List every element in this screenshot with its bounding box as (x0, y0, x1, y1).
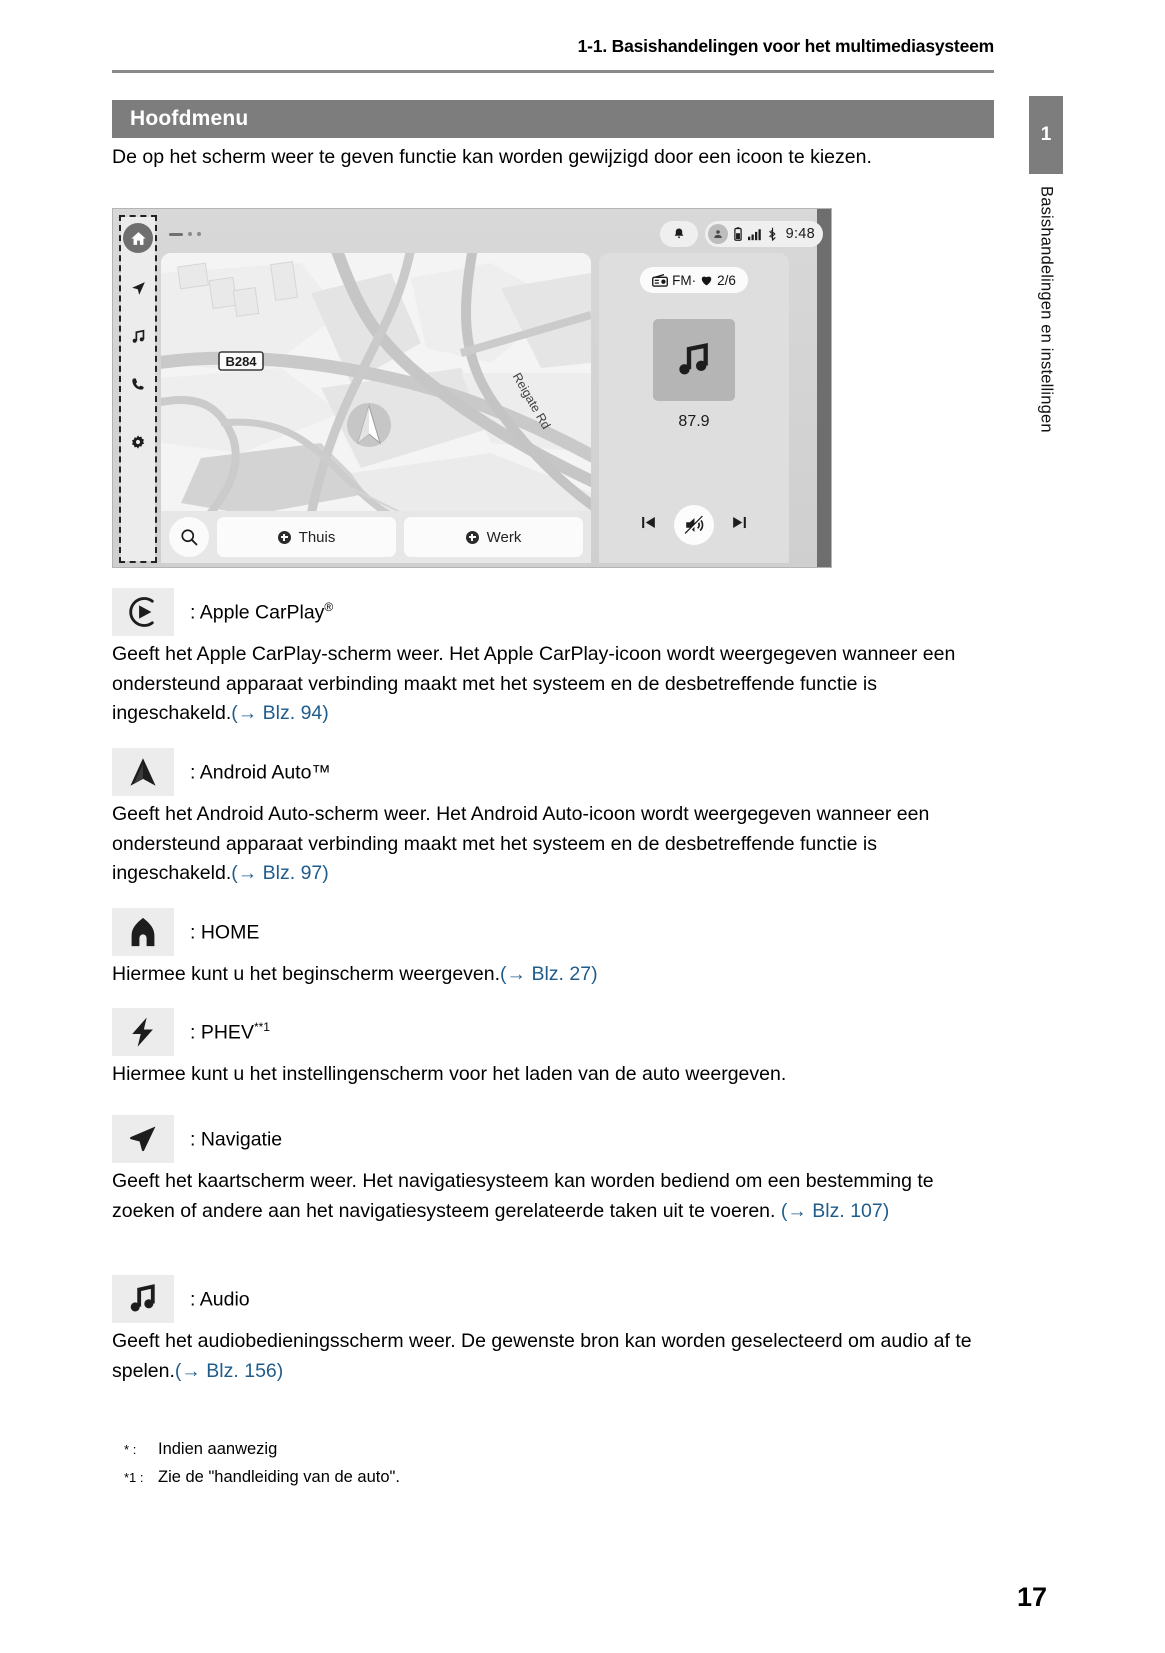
screen-bezel-right (817, 209, 831, 567)
media-source-label: FM· (672, 272, 697, 288)
entry-superscript: **1 (253, 1019, 270, 1034)
audio-icon-box (112, 1275, 174, 1323)
entry-description (112, 1327, 992, 1386)
entry-description-text: Geeft het Apple CarPlay-scherm weer. Het Apple CarPlay-icoon wordt weergegeven wanneer een ondersteund apparaat verbinding maakt met het systeem en de desbetreffende functie is ingeschakeld. (112, 643, 956, 724)
entry-label: HOME (200, 921, 260, 944)
entry-phev (112, 1008, 992, 1090)
battery-icon (733, 227, 743, 241)
skip-previous-icon (639, 513, 658, 532)
map-panel[interactable] (161, 253, 591, 563)
map-action-bar (161, 511, 591, 563)
bluetooth-icon (767, 227, 778, 241)
footnote-marker (124, 1442, 158, 1457)
entry-android-auto (112, 748, 992, 889)
entry-description-text: Geeft het Android Auto-scherm weer. Het Android Auto-icoon wordt weergegeven wanneer een ondersteund apparaat verbinding maakt met het systeem en de desbetreffende functie is ingeschakeld. (112, 803, 930, 884)
running-head: 1-1. Basishandelingen voor het multimediasysteem (577, 36, 994, 56)
entry-header (112, 588, 992, 636)
android-auto-icon (125, 754, 161, 790)
apple-carplay-icon (125, 594, 161, 630)
entry-description (112, 640, 992, 729)
entry-description-text: Geeft het kaartscherm weer. Het navigatiesysteem kan worden bediend om een bestemming te zoeken of andere aan het navigatiesysteem gerelateerde taken uit te voeren. (112, 1170, 934, 1222)
entry-title (190, 1020, 270, 1045)
status-clock: 9:48 (785, 226, 815, 242)
chapter-tab-label (1029, 186, 1063, 546)
entry-title (190, 1287, 250, 1312)
header-divider (112, 70, 994, 73)
entry-description-text: Hiermee kunt u het instellingenscherm voor het laden van de auto weergeven. (112, 1063, 787, 1085)
entry-colon: : (190, 761, 196, 784)
heart-icon (700, 274, 713, 286)
footnote-marker-text: * (124, 1442, 130, 1457)
footnotes-block (124, 1440, 924, 1496)
destination-work-button[interactable] (404, 517, 583, 557)
phev-icon-box (112, 1008, 174, 1056)
section-title: Hoofdmenu (130, 107, 249, 130)
footnote-separator: : (139, 1470, 144, 1485)
avatar (708, 224, 728, 244)
home-icon (125, 914, 161, 950)
skip-next-icon (730, 513, 749, 532)
destination-work-label: Werk (486, 528, 522, 546)
entry-description-text: Hiermee kunt u het beginscherm weergeven. (112, 963, 501, 985)
entry-superscript: ® (324, 599, 334, 614)
entry-navigatie (112, 1115, 992, 1226)
search-icon (179, 527, 199, 547)
cellular-signal-icon (748, 228, 762, 241)
section-intro-paragraph: De op het scherm weer te geven functie kan worden gewijzigd door een icoon te kiezen. (112, 146, 872, 168)
entry-title (190, 920, 259, 945)
destination-home-label: Thuis (298, 528, 336, 546)
screen-status-bar (161, 217, 823, 251)
svg-text:B284: B284 (225, 354, 257, 369)
music-note-icon (126, 1282, 160, 1316)
entry-description (112, 1060, 992, 1090)
entry-description (112, 960, 992, 990)
entry-label: Apple CarPlay (199, 601, 325, 624)
entry-header (112, 908, 992, 956)
music-note-icon (674, 340, 714, 380)
footnote-separator: : (132, 1442, 137, 1457)
bell-icon (672, 227, 686, 241)
android-auto-icon-box (112, 748, 174, 796)
road-shield (219, 352, 263, 370)
radio-icon (652, 274, 668, 287)
entry-colon: : (190, 921, 196, 944)
footnote-text: Indien aanwezig (158, 1440, 278, 1458)
multimedia-screen-illustration (112, 208, 832, 568)
apple-carplay-icon-box (112, 588, 174, 636)
footnote-marker-text: *1 (124, 1470, 137, 1485)
entry-audio (112, 1275, 992, 1386)
system-status-pill[interactable] (705, 221, 823, 247)
user-avatar-icon (712, 228, 724, 240)
dot-indicator-1 (188, 232, 192, 236)
plus-icon (278, 531, 291, 544)
mute-icon (683, 514, 705, 536)
dot-indicator-2 (197, 232, 201, 236)
notification-button[interactable] (660, 221, 698, 247)
chapter-tab-number (1029, 96, 1063, 174)
entry-label: PHEV (200, 1021, 254, 1044)
navigation-arrow-icon (126, 1122, 160, 1156)
entry-colon: : (190, 601, 196, 624)
entry-description (112, 1167, 992, 1226)
home-icon-box (112, 908, 174, 956)
entry-colon: : (190, 1128, 196, 1151)
map-canvas (161, 253, 591, 515)
map-search-button[interactable] (169, 517, 209, 557)
entry-label: Navigatie (200, 1128, 283, 1151)
mute-button[interactable] (674, 505, 714, 545)
entry-home (112, 908, 992, 990)
footnote-marker (124, 1470, 158, 1485)
footnote-text: Zie de "handleiding van de auto". (158, 1468, 400, 1486)
page-reference-link[interactable]: (→ Blz. 97) (231, 862, 329, 884)
radio-frequency: 87.9 (678, 413, 710, 430)
destination-home-button[interactable] (217, 517, 396, 557)
entry-label: Audio (199, 1288, 250, 1311)
album-artwork (653, 319, 735, 401)
entry-title (190, 1127, 282, 1152)
entry-header (112, 1275, 992, 1323)
entry-title (190, 760, 331, 785)
svg-text:Reigate Rd: Reigate Rd (509, 370, 554, 432)
footnote-row (124, 1468, 924, 1487)
footnote-row (124, 1440, 924, 1459)
section-heading-bar (112, 100, 994, 138)
entry-apple-carplay (112, 588, 992, 729)
entry-colon: : (190, 1021, 196, 1044)
entry-header (112, 1115, 992, 1163)
page-reference-link[interactable]: (→ Blz. 27) (500, 963, 598, 985)
previous-track-button[interactable] (639, 513, 658, 537)
media-panel[interactable] (599, 253, 789, 563)
media-source-pill[interactable] (640, 267, 748, 293)
entry-description-text: Geeft het audiobedieningsscherm weer. De gewenste bron kan worden geselecteerd om audio af te spelen. (112, 1330, 972, 1382)
entry-header (112, 1008, 992, 1056)
chapter-number: 1 (1040, 124, 1052, 145)
entry-header (112, 748, 992, 796)
page-reference-link[interactable]: (→ Blz. 156) (174, 1359, 284, 1382)
lightning-bolt-icon (126, 1015, 160, 1049)
entry-description (112, 800, 992, 889)
plus-icon (466, 531, 479, 544)
navigation-icon-box (112, 1115, 174, 1163)
entry-title (190, 600, 333, 625)
status-left-indicators (169, 232, 201, 236)
page-number: 17 (1016, 1582, 1047, 1612)
dash-indicator (169, 233, 183, 236)
next-track-button[interactable] (730, 513, 749, 537)
status-right-cluster (660, 221, 823, 247)
callout-dashed-box (119, 215, 157, 563)
page-reference-link[interactable]: (→ Blz. 94) (231, 702, 329, 724)
media-transport-controls (639, 505, 749, 545)
chapter-label-text: Basishandelingen en instellingen (1037, 186, 1056, 433)
page-reference-link[interactable]: (→ Blz. 107) (780, 1199, 890, 1222)
entry-label: Android Auto™ (199, 761, 331, 784)
entry-colon: : (190, 1288, 196, 1311)
media-preset-count: 2/6 (717, 272, 736, 288)
